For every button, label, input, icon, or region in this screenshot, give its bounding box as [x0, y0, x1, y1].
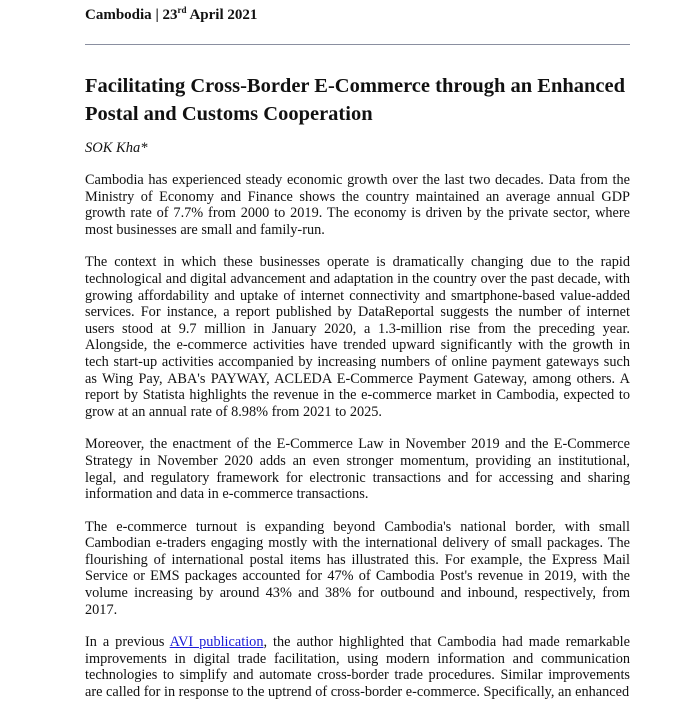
author-name: SOK Kha* [85, 140, 148, 156]
header-day-suffix: rd [177, 5, 187, 15]
paragraph-3: Moreover, the enactment of the E-Commerce Law in November 2019 and the E-Commerce Strategy in November 2020 adds an even stronger momentum, providing an institutional, legal, and regulatory framework for electronic transactions and for accessing and sharing information and data in e-commerce transactions. [85, 436, 630, 503]
header-day: 23 [162, 7, 178, 23]
article-body [85, 172, 630, 717]
header-divider [85, 44, 630, 45]
article-title: Facilitating Cross-Border E-Commerce through an Enhanced Postal and Customs Cooperation [85, 75, 626, 125]
paragraph-2: The context in which these businesses operate is dramatically changing due to the rapid technological and digital advancement and adaptation in the country over the past decade, with growing affordability and uptake of internet connectivity and smartphone-based value-added services. For instance, a report published by DataReportal suggests the number of internet users stood at 9.7 million in January 2020, a 1.3-million rise from the preceding year. Alongside, the e-commerce activities have trended upward significantly with the growth in tech start-up activities accompanied by increasing numbers of online payment gateways such as Wing Pay, ABA's PAYWAY, ACLEDA E-Commerce Payment Gateway, among others. A report by Statista highlights the revenue in the e-commerce market in Cambodia, expected to grow at an annual rate of 8.98% from 2021 to 2025. [85, 254, 630, 420]
header-country: Cambodia [85, 7, 152, 23]
header-month-year: April 2021 [189, 7, 258, 23]
paragraph-4: The e-commerce turnout is expanding beyond Cambodia's national border, with small Cambodian e-traders engaging mostly with the international delivery of small packages. The flourishing of international postal items has illustrated this. For example, the Express Mail Service or EMS packages accounted for 47% of Cambodia Post's revenue in 2019, with the volume increasing by around 43% and 38% for outbound and inbound, respectively, from 2017. [85, 518, 630, 618]
paragraph-5 [85, 634, 630, 700]
paragraph-1: Cambodia has experienced steady economic growth over the last two decades. Data from the Ministry of Economy and Finance shows the country maintained an average annual GDP growth rate of 7.7% from 2000 to 2019. The economy is driven by the private sector, where most businesses are small and family-run. [85, 172, 630, 238]
header-separator: | [155, 7, 159, 23]
avi-publication-link[interactable]: AVI publication [169, 634, 264, 651]
document-header [85, 5, 257, 24]
paragraph-5-lead: In a previous [85, 634, 170, 651]
paragraph-5-rest: , the author highlighted that Cambodia had made remarkable improvements in digital trade facilitation, using modern information and communication technologies to simplify and automate cross-border trade procedures. Similar improvements are called for in response to the uptrend of cross-border e-commerce. Specifically, an enhanced [85, 634, 630, 701]
